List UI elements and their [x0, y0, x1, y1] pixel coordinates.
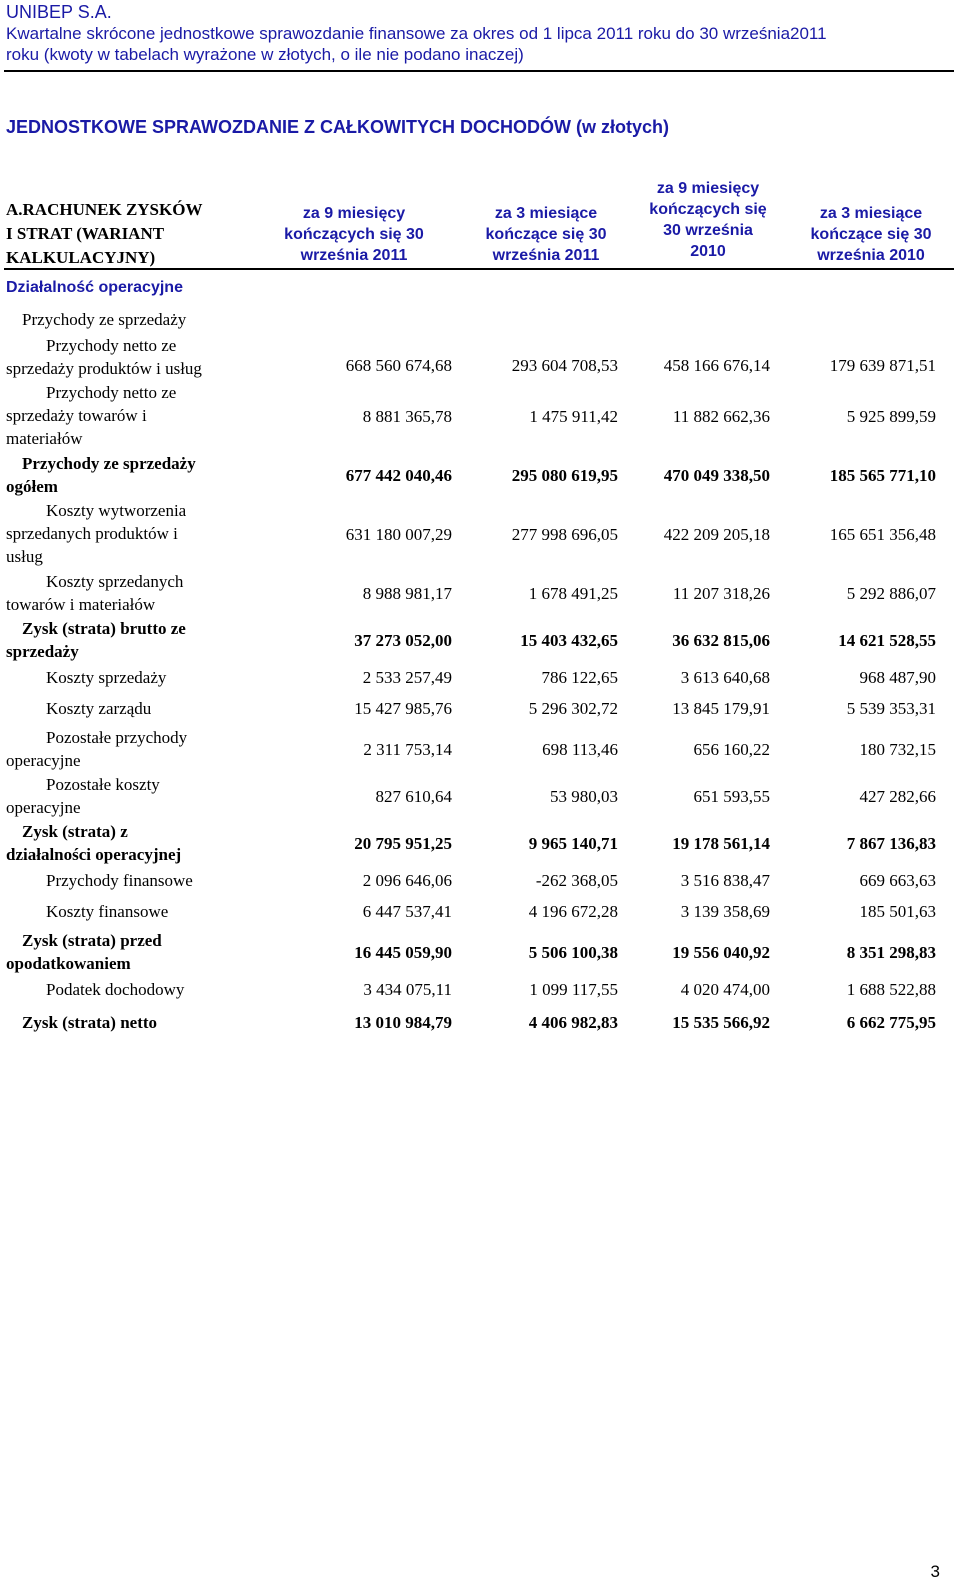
row-value: 3 139 358,69 — [680, 902, 770, 921]
row-value: 11 207 318,26 — [672, 584, 770, 603]
header-line: września 2011 — [300, 247, 408, 264]
table-header-rule — [4, 268, 954, 270]
row-label: Zysk (strata) brutto ze — [22, 619, 186, 638]
row-value: 2 533 257,49 — [362, 668, 452, 687]
row-value: 677 442 040,46 — [345, 466, 452, 485]
header-line: kończące się 30 — [485, 226, 607, 243]
row-value: 165 651 356,48 — [829, 525, 936, 544]
row-value: 3 613 640,68 — [680, 668, 770, 687]
row-label: opodatkowaniem — [6, 954, 131, 973]
table-row — [0, 726, 960, 772]
row-value: 20 795 951,25 — [354, 834, 452, 853]
row-value: 698 113,46 — [542, 740, 618, 759]
row-value: 37 273 052,00 — [354, 631, 452, 650]
row-value: 4 406 982,83 — [528, 1013, 618, 1032]
table-row — [0, 773, 960, 819]
row-value: 6 662 775,95 — [846, 1013, 936, 1032]
row-value: 5 292 886,07 — [846, 584, 936, 603]
row-label: Zysk (strata) netto — [22, 1013, 158, 1032]
row-value: 15 403 432,65 — [520, 631, 618, 650]
row-label: działalności operacyjnej — [6, 845, 182, 864]
header-line: kończących się — [649, 201, 767, 218]
row-value: 16 445 059,90 — [354, 943, 452, 962]
row-value: 1 688 522,88 — [846, 980, 936, 999]
page-number: 3 — [930, 1562, 940, 1581]
row-value: 631 180 007,29 — [345, 525, 452, 544]
row-value: 7 867 136,83 — [846, 834, 936, 853]
table-row — [0, 900, 960, 930]
row-value: 179 639 871,51 — [829, 356, 936, 375]
report-subtitle-line2: roku (kwoty w tabelach wyrażone w złotych, o ile nie podano inaczej) — [6, 45, 524, 64]
column-header-9m-2011 — [268, 203, 440, 266]
table-row — [0, 499, 960, 569]
row-value: 422 209 205,18 — [663, 525, 770, 544]
row-label: ogółem — [6, 477, 58, 496]
table-row — [0, 697, 960, 727]
row-value: 53 980,03 — [550, 787, 618, 806]
row-label: usług — [6, 547, 43, 566]
column-header-3m-2010 — [786, 203, 956, 266]
header-line: za 9 miesięcy — [302, 205, 406, 222]
table-row — [0, 929, 960, 975]
row-label: Przychody ze sprzedaży — [22, 454, 196, 473]
header-line: września 2010 — [817, 247, 925, 264]
header-line: za 3 miesiące — [494, 205, 598, 222]
header-line: za 3 miesiące — [819, 205, 923, 222]
row-label: sprzedaży produktów i usług — [6, 359, 202, 378]
table-row — [0, 820, 960, 866]
row-value: 1 099 117,55 — [529, 980, 618, 999]
row-value: 277 998 696,05 — [511, 525, 618, 544]
row-value: 5 925 899,59 — [846, 407, 936, 426]
row-value: 1 678 491,25 — [528, 584, 618, 603]
row-value: 4 196 672,28 — [528, 902, 618, 921]
table-row — [0, 381, 960, 451]
row-value: 1 475 911,42 — [529, 407, 618, 426]
row-label: Koszty wytworzenia — [46, 501, 187, 520]
row-value: 185 565 771,10 — [829, 466, 936, 485]
row-label: operacyjne — [6, 751, 81, 770]
row-value: 295 080 619,95 — [511, 466, 618, 485]
row-value: 3 516 838,47 — [680, 871, 770, 890]
company-name: UNIBEP S.A. — [6, 2, 112, 22]
column-header-description — [6, 198, 256, 270]
header-line: 30 września — [663, 222, 753, 239]
row-value: 968 487,90 — [859, 668, 936, 687]
page-header — [6, 2, 951, 65]
section-sales-revenue: Przychody ze sprzedaży — [22, 310, 187, 329]
row-value: 827 610,64 — [375, 787, 452, 806]
column-header-9m-2010 — [626, 178, 790, 262]
row-value: 656 160,22 — [693, 740, 770, 759]
header-line: kończące się 30 — [810, 226, 932, 243]
row-value: 668 560 674,68 — [345, 356, 452, 375]
table-row — [0, 452, 960, 498]
row-value: 36 632 815,06 — [672, 631, 770, 650]
row-label: Przychody netto ze — [46, 383, 177, 402]
row-value: 786 122,65 — [541, 668, 618, 687]
row-label: Koszty sprzedaży — [46, 668, 167, 687]
row-value: 19 556 040,92 — [672, 943, 770, 962]
row-value: 8 351 298,83 — [846, 943, 936, 962]
row-label: Podatek dochodowy — [46, 980, 185, 999]
row-label: Koszty zarządu — [46, 699, 152, 718]
row-value: 14 621 528,55 — [838, 631, 936, 650]
row-label: sprzedanych produktów i — [6, 524, 178, 543]
row-value: 3 434 075,11 — [363, 980, 452, 999]
row-value: 8 881 365,78 — [362, 407, 452, 426]
row-value: 5 506 100,38 — [528, 943, 618, 962]
row-value: 8 988 981,17 — [362, 584, 452, 603]
row-label: Zysk (strata) z — [22, 822, 128, 841]
row-value: 5 296 302,72 — [528, 699, 618, 718]
row-value: 19 178 561,14 — [672, 834, 770, 853]
row-value: 15 535 566,92 — [672, 1013, 770, 1032]
row-value: 4 020 474,00 — [680, 980, 770, 999]
table-row — [0, 617, 960, 663]
statement-title: JEDNOSTKOWE SPRAWOZDANIE Z CAŁKOWITYCH DOCHODÓW (w złotych) — [6, 117, 669, 137]
table-row — [0, 334, 960, 380]
row-label: materiałów — [6, 429, 83, 448]
row-label: operacyjne — [6, 798, 81, 817]
header-line: I STRAT (WARIANT — [6, 224, 165, 243]
row-value: 13 010 984,79 — [354, 1013, 452, 1032]
header-line: KALKULACYJNY) — [6, 248, 156, 267]
row-value: 470 049 338,50 — [663, 466, 770, 485]
row-label: Koszty sprzedanych — [46, 572, 184, 591]
row-value: -262 368,05 — [535, 871, 618, 890]
table-row — [0, 570, 960, 616]
row-value: 669 663,63 — [859, 871, 936, 890]
row-value: 9 965 140,71 — [528, 834, 618, 853]
row-value: 6 447 537,41 — [362, 902, 452, 921]
header-line: A.RACHUNEK ZYSKÓW — [6, 200, 203, 219]
row-value: 2 096 646,06 — [362, 871, 452, 890]
column-header-3m-2011 — [466, 203, 626, 266]
section-operating-activity: Działalność operacyjne — [6, 279, 183, 296]
table-row — [0, 978, 960, 1008]
report-subtitle-line1: Kwartalne skrócone jednostkowe sprawozdanie finansowe za okres od 1 lipca 2011 roku do 30 września2011 — [6, 24, 827, 43]
row-label: Koszty finansowe — [46, 902, 169, 921]
row-label: Zysk (strata) przed — [22, 931, 162, 950]
table-row — [0, 666, 960, 696]
row-label: sprzedaży — [6, 642, 79, 661]
row-label: Przychody finansowe — [46, 871, 193, 890]
header-line: 2010 — [690, 243, 726, 260]
header-rule — [4, 70, 954, 72]
row-label: towarów i materiałów — [6, 595, 156, 614]
row-value: 180 732,15 — [859, 740, 936, 759]
row-value: 185 501,63 — [859, 902, 936, 921]
row-value: 458 166 676,14 — [663, 356, 770, 375]
header-line: kończących się 30 — [284, 226, 424, 243]
row-value: 11 882 662,36 — [672, 407, 770, 426]
row-value: 427 282,66 — [859, 787, 936, 806]
row-value: 15 427 985,76 — [354, 699, 452, 718]
table-row — [0, 869, 960, 899]
row-value: 651 593,55 — [693, 787, 770, 806]
table-row — [0, 1011, 960, 1041]
header-line: za 9 miesięcy — [656, 180, 760, 197]
row-value: 5 539 353,31 — [846, 699, 936, 718]
row-label: sprzedaży towarów i — [6, 406, 147, 425]
row-label: Pozostałe koszty — [46, 775, 160, 794]
row-value: 2 311 753,14 — [363, 740, 452, 759]
header-line: września 2011 — [492, 247, 600, 264]
row-label: Przychody netto ze — [46, 336, 177, 355]
row-label: Pozostałe przychody — [46, 728, 188, 747]
row-value: 293 604 708,53 — [511, 356, 618, 375]
row-value: 13 845 179,91 — [672, 699, 770, 718]
